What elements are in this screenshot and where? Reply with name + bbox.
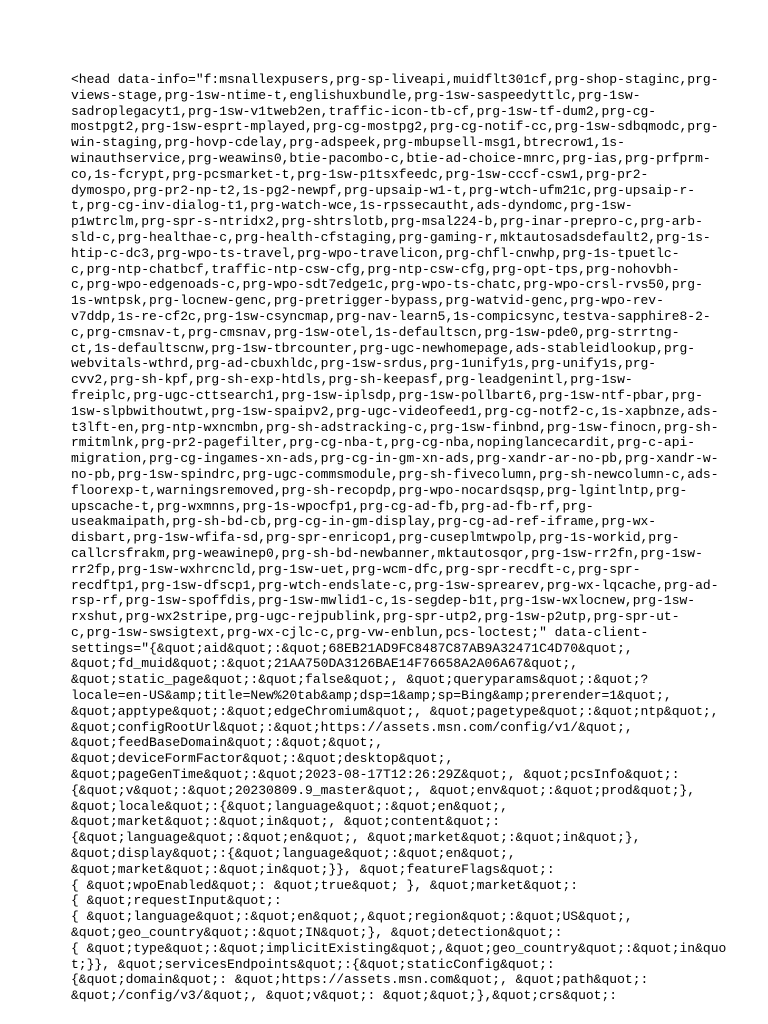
source-line: mostpgt2,prg-1sw-esprt-mplayed,prg-cg-mostpg2,prg-cg-notif-cc,prg-1sw-sdbqmodc,prg- <box>71 119 719 135</box>
source-line: {&quot;domain&quot;: &quot;https://assets.msn.com&quot;, &quot;path&quot;: <box>71 972 649 988</box>
source-line: { &quot;type&quot;:&quot;implicitExisting&quot;,&quot;geo_country&quot;:&quot;in&quo <box>71 940 727 956</box>
source-line: dymospo,prg-pr2-np-t2,1s-pg2-newpf,prg-upsaip-w1-t,prg-wtch-ufm21c,prg-upsaip-r- <box>71 182 696 198</box>
source-line: { &quot;wpoEnabled&quot;: &quot;true&quot; }, &quot;market&quot;: <box>71 877 579 893</box>
source-line: rsp-rf,prg-1sw-spoffdis,prg-1sw-mwlid1-c,1s-segdep-b1t,prg-1sw-wxlocnew,prg-1sw- <box>71 593 696 609</box>
source-line: locale=en-US&amp;title=New%20tab&amp;dsp=1&amp;sp=Bing&amp;prerender=1&quot;, <box>71 688 672 704</box>
source-line: &quot;market&quot;:&quot;in&quot;}}, &quot;featureFlags&quot;: <box>71 861 555 877</box>
source-line: floorexp-t,warningsremoved,prg-sh-recopdp,prg-wpo-nocardsqsp,prg-lgintlntp,prg- <box>71 482 688 498</box>
source-line: no-pb,prg-1sw-spindrc,prg-ugc-commsmodule,prg-sh-fivecolumn,prg-sh-newcolumn-c,ads- <box>71 466 719 482</box>
source-line: c,prg-wpo-edgenoads-c,prg-wpo-sdt7edge1c,prg-wpo-ts-chatc,prg-wpo-crsl-rvs50,prg- <box>71 277 703 293</box>
source-line: views-stage,prg-1sw-ntime-t,englishuxbundle,prg-1sw-saspeedyttlc,prg-1sw- <box>71 87 641 103</box>
source-line: &quot;fd_muid&quot;:&quot;21AA750DA3126BAE14F76658A2A06A67&quot;, <box>71 656 579 672</box>
source-line: cvv2,prg-sh-kpf,prg-sh-exp-htdls,prg-sh-keepasf,prg-leadgenintl,prg-1sw- <box>71 372 633 388</box>
source-line: upscache-t,prg-wxmnns,prg-1s-wpocfp1,prg-cg-ad-fb,prg-ad-fb-rf,prg- <box>71 498 594 514</box>
source-line: &quot;apptype&quot;:&quot;edgeChromium&quot;, &quot;pagetype&quot;:&quot;ntp&quot;, <box>71 703 719 719</box>
source-code-text <box>71 72 727 1004</box>
source-line: t,prg-cg-inv-dialog-t1,prg-watch-wce,1s-rpssecautht,ads-dyndomc,prg-1sw- <box>71 198 633 214</box>
source-line: ct,1s-defaultscnw,prg-1sw-tbrcounter,prg-ugc-newhomepage,ads-stableidlookup,prg- <box>71 340 696 356</box>
source-line: v7ddp,1s-re-cf2c,prg-1sw-csyncmap,prg-nav-learn5,1s-compicsync,testva-sapphire8-2- <box>71 308 711 324</box>
source-line: sld-c,prg-healthae-c,prg-health-cfstaging,prg-gaming-r,mktautosadsdefault2,prg-1s- <box>71 229 711 245</box>
source-line: htip-c-dc3,prg-wpo-ts-travel,prg-wpo-travelicon,prg-chfl-cnwhp,prg-1s-tpuetlc- <box>71 245 680 261</box>
source-line: 1s-wntpsk,prg-locnew-genc,prg-pretrigger-bypass,prg-watvid-genc,prg-wpo-rev- <box>71 293 664 309</box>
source-line: sadroplegacyt1,prg-1sw-v1tweb2en,traffic-icon-tb-cf,prg-1sw-tf-dum2,prg-cg- <box>71 103 657 119</box>
source-line: win-staging,prg-hovp-cdelay,prg-adspeek,prg-mbupsell-msg1,btrecrow1,1s- <box>71 135 625 151</box>
source-line: p1wtrclm,prg-spr-s-ntridx2,prg-shtrslotb,prg-msal224-b,prg-inar-prepro-c,prg-arb- <box>71 214 703 230</box>
source-line: disbart,prg-1sw-wfifa-sd,prg-spr-enricop1,prg-cuseplmtwpolp,prg-1s-workid,prg- <box>71 530 680 546</box>
source-line: &quot;locale&quot;:{&quot;language&quot;:&quot;en&quot;, <box>71 798 508 814</box>
source-line: &quot;/config/v3/&quot;, &quot;v&quot;: &quot;&quot;},&quot;crs&quot;: <box>71 988 618 1004</box>
source-line: &quot;deviceFormFactor&quot;:&quot;desktop&quot;, <box>71 751 454 767</box>
source-line: co,1s-fcrypt,prg-pcsmarket-t,prg-1sw-p1tsxfeedc,prg-1sw-cccf-csw1,prg-pr2- <box>71 166 649 182</box>
source-line: &quot;market&quot;:&quot;in&quot;, &quot;content&quot;: <box>71 814 501 830</box>
source-line: &quot;geo_country&quot;:&quot;IN&quot;}, &quot;detection&quot;: <box>71 925 563 941</box>
source-line: { &quot;requestInput&quot;: <box>71 893 282 909</box>
source-line: {&quot;language&quot;:&quot;en&quot;, &quot;market&quot;:&quot;in&quot;}, <box>71 830 641 846</box>
source-line: &quot;static_page&quot;:&quot;false&quot;, &quot;queryparams&quot;:&quot;? <box>71 672 649 688</box>
source-line: freiplc,prg-ugc-cttsearch1,prg-1sw-iplsdp,prg-1sw-pollbart6,prg-1sw-ntf-pbar,prg- <box>71 387 703 403</box>
source-line: t;}}, &quot;servicesEndpoints&quot;:{&quot;staticConfig&quot;: <box>71 956 555 972</box>
source-line: &quot;configRootUrl&quot;:&quot;https://assets.msn.com/config/v1/&quot;, <box>71 719 633 735</box>
source-line: rmitmlnk,prg-pr2-pagefilter,prg-cg-nba-t,prg-cg-nba,nopinglancecardit,prg-c-api- <box>71 435 696 451</box>
source-line: callcrsfrakm,prg-weawinep0,prg-sh-bd-newbanner,mktautosqor,prg-1sw-rr2fn,prg-1sw- <box>71 545 703 561</box>
source-line: migration,prg-cg-ingames-xn-ads,prg-cg-in-gm-xn-ads,prg-xandr-ar-no-pb,prg-xandr-w- <box>71 451 719 467</box>
source-line: &quot;pageGenTime&quot;:&quot;2023-08-17T12:26:29Z&quot;, &quot;pcsInfo&quot;: <box>71 767 680 783</box>
source-line: &quot;display&quot;:{&quot;language&quot;:&quot;en&quot;, <box>71 846 516 862</box>
source-line: webvitals-wthrd,prg-ad-cbuxhldc,prg-1sw-srdus,prg-1unify1s,prg-unify1s,prg- <box>71 356 657 372</box>
source-line: c,prg-cmsnav-t,prg-cmsnav,prg-1sw-otel,1s-defaultscn,prg-1sw-pde0,prg-strrtng- <box>71 324 680 340</box>
source-line: settings="{&quot;aid&quot;:&quot;68EB21AD9FC8487C87AB9A32471C4D70&quot;, <box>71 640 633 656</box>
source-line: useakmaipath,prg-sh-bd-cb,prg-cg-in-gm-display,prg-cg-ad-ref-iframe,prg-wx- <box>71 514 657 530</box>
source-line: 1sw-slpbwithoutwt,prg-1sw-spaipv2,prg-ugc-videofeed1,prg-cg-notf2-c,1s-xapbnze,ads- <box>71 403 719 419</box>
source-line: <head data-info="f:msnallexpusers,prg-sp-liveapi,muidflt301cf,prg-shop-staginc,prg- <box>71 72 719 87</box>
source-line: recdftp1,prg-1sw-dfscp1,prg-wtch-endslate-c,prg-1sw-sprearev,prg-wx-lqcache,prg-ad- <box>71 577 719 593</box>
source-line: c,prg-1sw-swsigtext,prg-wx-cjlc-c,prg-vw-enblun,pcs-loctest;" data-client- <box>71 624 649 640</box>
source-line: winauthservice,prg-weawins0,btie-pacombo-c,btie-ad-choice-mnrc,prg-ias,prg-prfprm- <box>71 150 711 166</box>
source-line: rxshut,prg-wx2stripe,prg-ugc-rejpublink,prg-spr-utp2,prg-1sw-p2utp,prg-spr-ut- <box>71 609 680 625</box>
source-line: &quot;feedBaseDomain&quot;:&quot;&quot;, <box>71 735 384 751</box>
source-line: { &quot;language&quot;:&quot;en&quot;,&quot;region&quot;:&quot;US&quot;, <box>71 909 633 925</box>
source-line: {&quot;v&quot;:&quot;20230809.9_master&quot;, &quot;env&quot;:&quot;prod&quot;}, <box>71 782 696 798</box>
source-line: t3lft-en,prg-ntp-wxncmbn,prg-sh-adstracking-c,prg-1sw-finbnd,prg-1sw-finocn,prg-sh- <box>71 419 719 435</box>
source-line: rr2fp,prg-1sw-wxhrcncld,prg-1sw-uet,prg-wcm-dfc,prg-spr-recdft-c,prg-spr- <box>71 561 641 577</box>
source-line: c,prg-ntp-chatbcf,traffic-ntp-csw-cfg,prg-ntp-csw-cfg,prg-opt-tps,prg-nohovbh- <box>71 261 680 277</box>
